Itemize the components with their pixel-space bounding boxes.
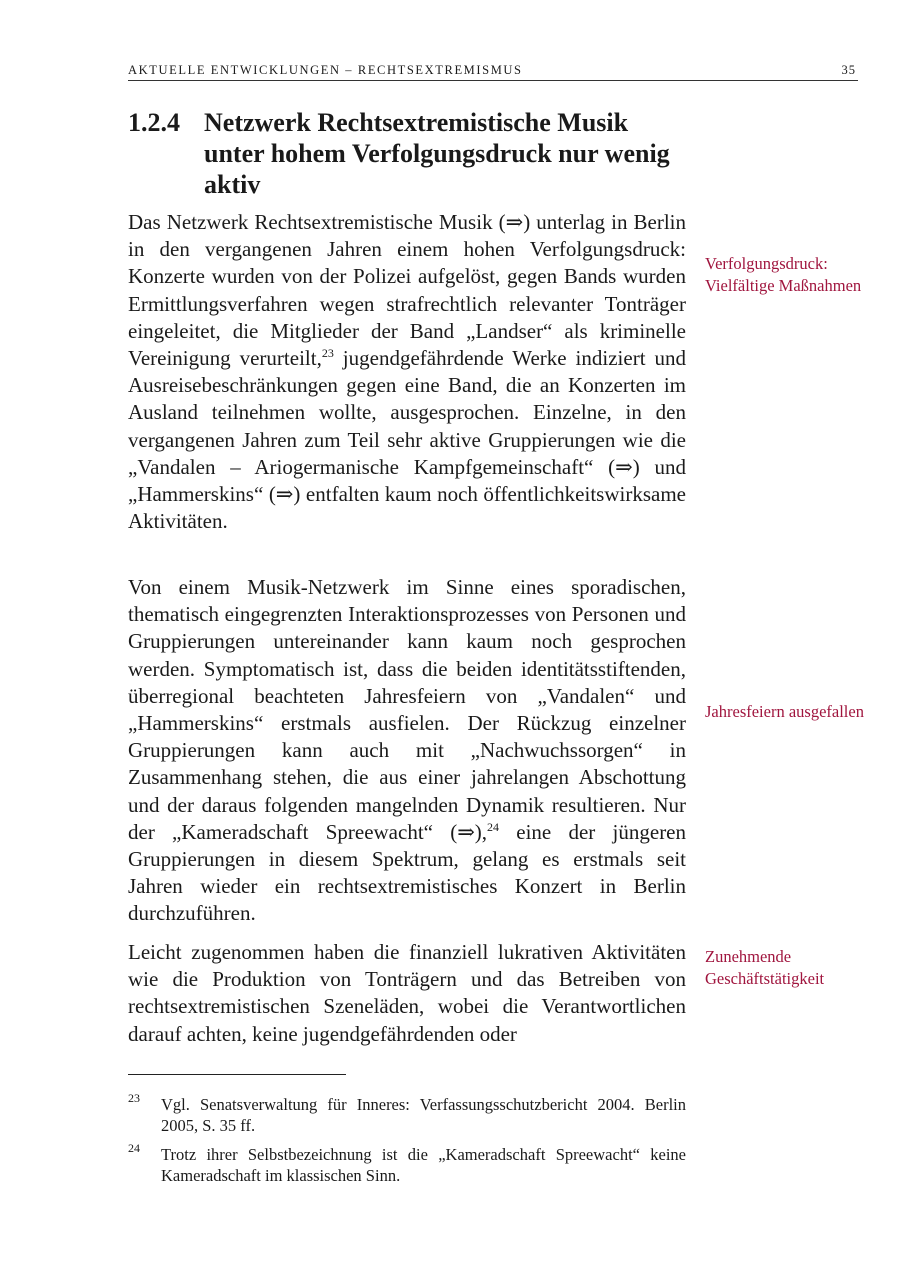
footnote-ref-23[interactable]: 23 <box>321 346 334 361</box>
footnote-text: Trotz ihrer Selbstbezeichnung ist die „Kameradschaft Spreewacht“ keine Kameradschaft im klassischen Sinn. <box>161 1145 686 1185</box>
running-header <box>128 62 858 81</box>
footnote-number: 23 <box>128 1091 140 1105</box>
paragraph-2-text-b: eine der jüngeren Gruppierungen in diesem Spektrum, gelang es erstmals seit Jahren wieder ein rechtsextremistisches Konzert in Berlin durchzuführen. <box>128 819 687 926</box>
paragraph-2-text-a: Von einem Musik-Netzwerk im Sinne eines sporadischen, thematisch eingegrenzten Interaktionsprozesses von Personen und Gruppierungen untereinander kann kaum noch gesprochen werden. Symptomatisch ist, dass die beiden identitätsstiftenden, überregional beachteten Jahresfeiern von „Vandalen“ und „Hammerskins“ erstmals ausfielen. Der Rückzug einzelner Gruppierungen kann auch mit „Nachwuchssorgen“ in Zusammenhang stehen, die aus einer jahrelangen Abschottung und der daraus folgenden mangelnden Dynamik resultieren. Nur der „Kameradschaft Spreewacht“ (⇒), <box>128 575 686 844</box>
paragraph-1-text-a: Das Netzwerk Rechtsextremistische Musik (⇒) unterlag in Berlin in den vergangenen Jahren einem hohen Verfolgungsdruck: Konzerte wurden von der Polizei aufgelöst, gegen Bands wurden Ermittlungsverfahren wegen strafrechtlich relevanter Tonträger eingeleitet, die Mitglieder der Band „Landser“ als kriminelle Vereinigung verurteilt, <box>128 210 686 371</box>
paragraph-1-text-b: jugendgefährdende Werke indiziert und Ausreisebeschränkungen gegen eine Band, die an Konzerten im Ausland teilnehmen wollte, ausgesprochen. Einzelne, in den vergangenen Jahren zum Teil sehr aktive Gruppierungen wie die „Vandalen – Ariogermanische Kampfgemeinschaft“ (⇒) und „Hammerskins“ (⇒) entfalten kaum noch öffentlichkeitswirksame Aktivitäten. <box>128 346 686 534</box>
margin-note-verfolgungsdruck: Verfolgungsdruck: Vielfältige Maßnahmen <box>705 254 862 295</box>
section-number: 1.2.4 <box>128 108 180 137</box>
footnote-number: 24 <box>128 1141 140 1155</box>
body-paragraph-3: Leicht zugenommen haben die finanziell lukrativen Aktivitäten wie die Produktion von Tonträgern und das Betreiben von rechtsextremistischen Szeneläden, wobei die Verantwortlichen darauf achten, keine jugendgefährdenden oder <box>128 940 686 1046</box>
footnote-24 <box>128 1141 686 1186</box>
margin-note-jahresfeiern: Jahresfeiern ausgefallen <box>705 702 864 721</box>
page-number: 35 <box>841 63 856 77</box>
section-heading <box>128 107 688 200</box>
body-paragraph-1 <box>128 209 686 535</box>
body-paragraph-2 <box>128 574 686 928</box>
footnote-divider <box>128 1074 346 1075</box>
footnote-23 <box>128 1091 686 1136</box>
footnote-text: Vgl. Senatsverwaltung für Inneres: Verfassungsschutzbericht 2004. Berlin 2005, S. 35 ff. <box>161 1095 686 1135</box>
section-title: Netzwerk Rechtsextremistische Musik unter hohem Verfolgungsdruck nur wenig aktiv <box>204 108 670 199</box>
running-title: AKTUELLE ENTWICKLUNGEN – RECHTSEXTREMISMUS <box>128 63 523 77</box>
footnote-ref-24[interactable]: 24 <box>487 819 500 834</box>
margin-note-geschaeftstaetigkeit: Zunehmende Geschäftstätigkeit <box>705 947 825 988</box>
